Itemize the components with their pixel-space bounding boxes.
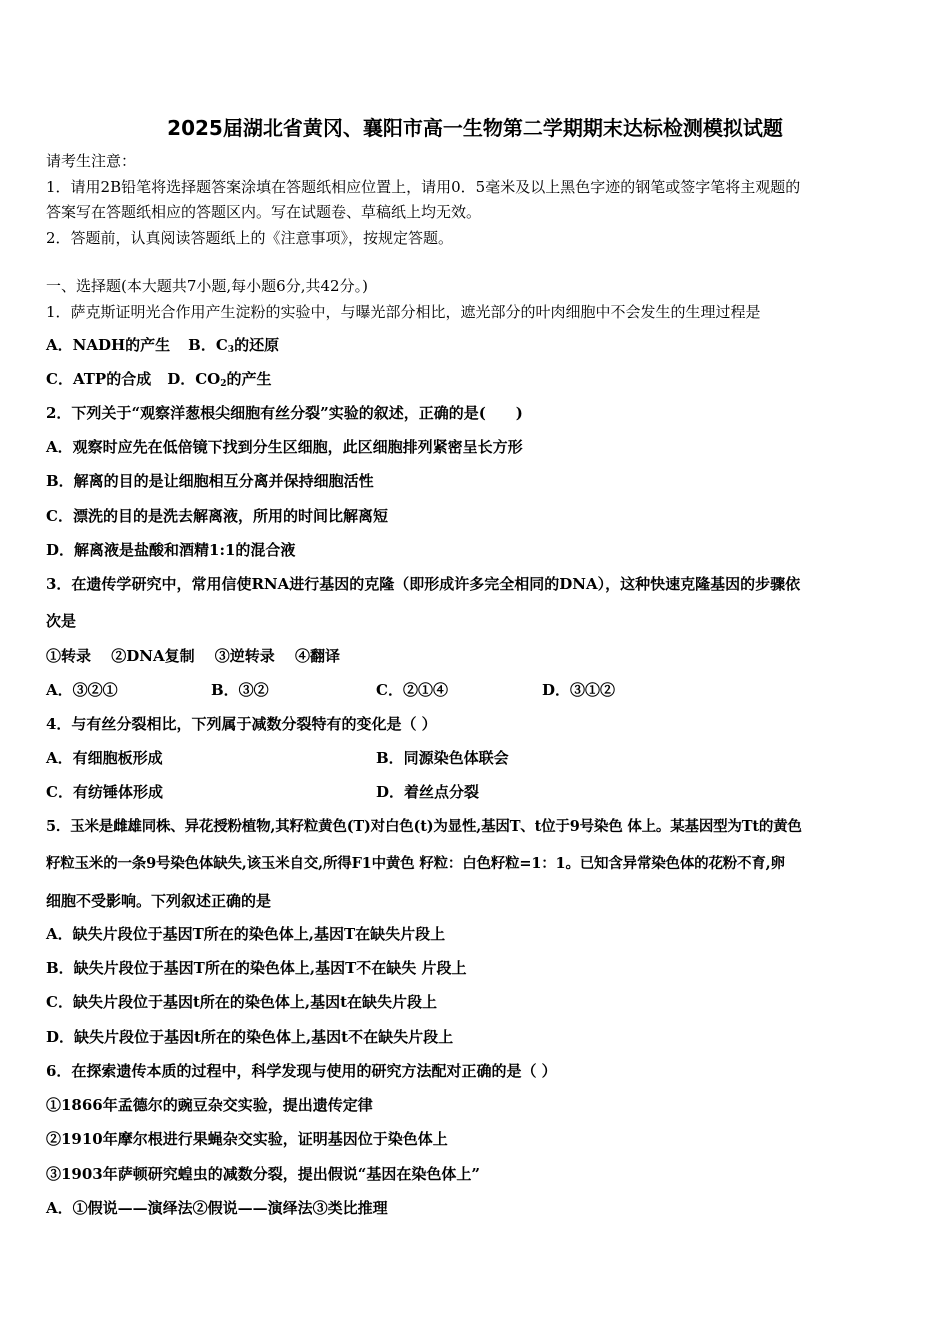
q5-stem-b: 籽粒玉米的一条9号染色体缺失,该玉米自交,所得F1中黄色 籽粒：白色籽粒=1：1。已知含异常染色体的花粉不育,卵 [46, 855, 785, 872]
q5-option-b: B．缺失片段位于基因T所在的染色体上,基因T不在缺失 片段上 [46, 959, 467, 977]
q6-stem: 6．在探索遗传本质的过程中，科学发现与使用的研究方法配对正确的是（ ） [46, 1062, 557, 1080]
q4-option-c: C．有纺锤体形成 [46, 783, 163, 801]
q6-statement-1: ①1866年孟德尔的豌豆杂交实验，提出遗传定律 [46, 1096, 373, 1114]
q2-option-d: D．解离液是盐酸和酒精1:1的混合液 [46, 541, 296, 559]
q2-stem: 2．下列关于“观察洋葱根尖细胞有丝分裂”实验的叙述，正确的是( ) [46, 404, 523, 422]
q1-options-ab [46, 335, 279, 360]
q5-stem-c: 细胞不受影响。下列叙述正确的是 [46, 892, 272, 910]
q3-option-d: D．③①② [542, 681, 616, 699]
q6-statement-2: ②1910年摩尔根进行果蝇杂交实验，证明基因位于染色体上 [46, 1130, 448, 1148]
q3-stem-a: 3．在遗传学研究中，常用信使RNA进行基因的克隆（即形成许多完全相同的DNA），这种快速克隆基因的步骤依 [46, 575, 801, 593]
q6-option-a: A．①假说——演绎法②假说——演绎法③类比推理 [46, 1199, 388, 1217]
section-heading: 一、选择题(本大题共7小题,每小题6分,共42分。) [46, 277, 368, 295]
q3-steps: ①转录 ②DNA复制 ③逆转录 ④翻译 [46, 647, 341, 665]
q4-stem: 4．与有丝分裂相比，下列属于减数分裂特有的变化是（ ） [46, 715, 437, 733]
q1-option-b: B．$C_3$的还原 [188, 336, 280, 355]
q3-option-b: B．③② [211, 681, 269, 699]
q2-option-b: B．解离的目的是让细胞相互分离并保持细胞活性 [46, 472, 374, 490]
notice-item-2: 2．答题前，认真阅读答题纸上的《注意事项》，按规定答题。 [46, 229, 454, 247]
q2-option-c: C．漂洗的目的是洗去解离液，所用的时间比解离短 [46, 507, 388, 525]
q4-option-d: D．着丝点分裂 [376, 783, 480, 801]
q3-option-c: C．②①④ [376, 681, 448, 699]
q4-option-b: B．同源染色体联会 [376, 749, 509, 767]
q5-option-d: D．缺失片段位于基因t所在的染色体上,基因t不在缺失片段上 [46, 1028, 454, 1046]
q5-option-c: C．缺失片段位于基因t所在的染色体上,基因t在缺失片段上 [46, 993, 438, 1011]
notice-item-1b: 答案写在答题纸相应的答题区内。写在试题卷、草稿纸上均无效。 [46, 203, 482, 221]
q1-option-c: C．ATP的合成 [46, 370, 152, 388]
q1-options-cd [46, 369, 272, 394]
page-title: 2025届湖北省黄冈、襄阳市高一生物第二学期期末达标检测模拟试题 [167, 116, 783, 140]
q5-option-a: A．缺失片段位于基因T所在的染色体上,基因T在缺失片段上 [46, 925, 446, 943]
q2-option-a: A．观察时应先在低倍镜下找到分生区细胞，此区细胞排列紧密呈长方形 [46, 438, 523, 456]
q5-stem-a: 5．玉米是雌雄同株、异花授粉植物,其籽粒黄色(T)对白色(t)为显性,基因T、t位于9号染色 体上。某基因型为Tt的黄色 [46, 818, 802, 835]
q6-statement-3: ③1903年萨顿研究蝗虫的减数分裂，提出假说“基因在染色体上” [46, 1165, 481, 1183]
notice-item-1a: 1．请用2B铅笔将选择题答案涂填在答题纸相应位置上，请用0．5毫米及以上黑色字迹的钢笔或签字笔将主观题的 [46, 178, 801, 196]
notice-heading: 请考生注意： [46, 152, 137, 170]
q1-option-a: A．NADH的产生 [46, 336, 171, 354]
q4-option-a: A．有细胞板形成 [46, 749, 163, 767]
q3-option-a: A．③②① [46, 681, 118, 699]
q1-option-d: D．$CO_2$的产生 [167, 370, 272, 389]
q1-stem: 1．萨克斯证明光合作用产生淀粉的实验中，与曝光部分相比，遮光部分的叶肉细胞中不会发生的生理过程是 [46, 303, 761, 321]
q3-stem-b: 次是 [46, 612, 77, 630]
